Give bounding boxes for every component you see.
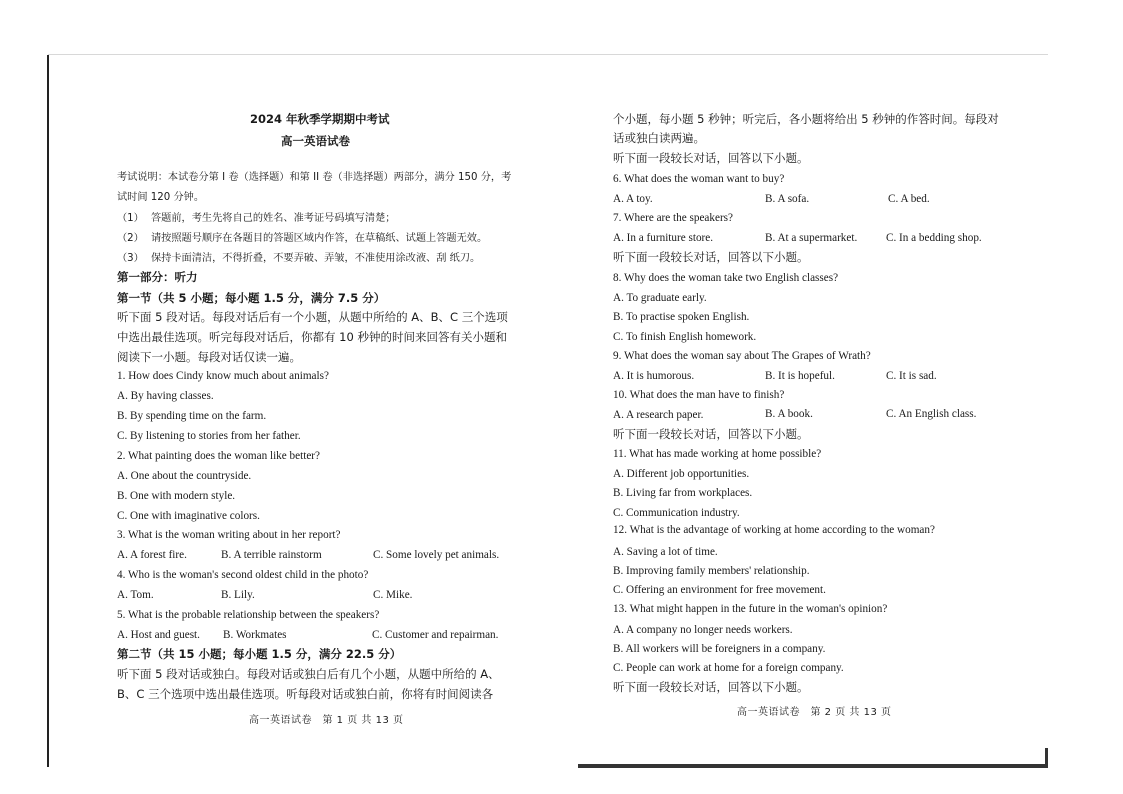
note-3-text: 保持卡面清洁，不得折叠，不要弄破、弄皱，不准使用涂改液、刮 纸刀。 [151,253,481,264]
question-9-option-b: B. It is hopeful. [765,370,835,382]
scan-edge-bottom [578,764,1048,768]
question-2: 2. What painting does the woman like better? [117,450,320,462]
question-6-option-b: B. A sofa. [765,193,810,205]
question-11: 11. What has made working at home possible? [613,448,822,460]
question-5-option-b: B. Workmates [223,629,287,641]
question-11-option-a: A. Different job opportunities. [613,468,750,480]
note-3-number: （3） [117,253,144,264]
question-1: 1. How does Cindy know much about animals? [117,370,329,382]
instructions-line-1: 考试说明：本试卷分第 I 卷（选择题）和第 II 卷（非选择题）两部分，满分 150 分，考 [117,172,512,183]
question-4-option-a: A. Tom. [117,589,154,601]
scan-edge-top [48,54,1048,55]
question-5: 5. What is the probable relationship between the speakers? [117,609,380,621]
section-2-intro-3: 个小题，每小题 5 秒钟；听完后，各小题将给出 5 秒钟的作答时间。每段对 [613,112,999,126]
part-1-heading: 第一部分：听力 [117,270,198,284]
question-7-option-b: B. At a supermarket. [765,232,858,244]
question-12: 12. What is the advantage of working at home according to the woman? [613,524,935,536]
question-1-option-c: C. By listening to stories from her father. [117,430,301,442]
question-12-option-c: C. Offering an environment for free movement. [613,584,826,596]
question-13-option-b: B. All workers will be foreigners in a company. [613,643,826,655]
question-13: 13. What might happen in the future in the woman's opinion? [613,603,888,615]
question-9: 9. What does the woman say about The Grapes of Wrath? [613,350,871,362]
question-5-option-c: C. Customer and repairman. [372,629,499,641]
question-4-option-b: B. Lily. [221,589,255,601]
section-1-intro-3: 阅读下一小题。每段对话仅读一遍。 [117,350,301,364]
question-10: 10. What does the man have to finish? [613,389,785,401]
question-9-option-c: C. It is sad. [886,370,937,382]
section-2-intro-2: B、C 三个选项中选出最佳选项。听每段对话或独白前，你将有时间阅读各 [117,687,494,701]
listen-instruction-3: 听下面一段较长对话，回答以下小题。 [613,427,809,441]
section-2-heading: 第二节（共 15 小题；每小题 1.5 分，满分 22.5 分） [117,647,402,661]
question-7-option-a: A. In a furniture store. [613,232,714,244]
question-1-option-a: A. By having classes. [117,390,214,402]
question-8-option-b: B. To practise spoken English. [613,311,750,323]
note-2-text: 请按照题号顺序在各题目的答题区域内作答，在草稿纸、试题上答题无效。 [151,233,488,244]
question-8-option-c: C. To finish English homework. [613,331,757,343]
question-6: 6. What does the woman want to buy? [613,173,785,185]
question-4: 4. Who is the woman's second oldest child in the photo? [117,569,369,581]
question-10-option-a: A. A research paper. [613,409,704,421]
question-10-option-b: B. A book. [765,408,813,420]
page-footer-2: 高一英语试卷 第 2 页 共 13 页 [737,707,892,718]
section-1-heading: 第一节（共 5 小题；每小题 1.5 分，满分 7.5 分） [117,291,386,305]
section-2-intro-4: 话或独白读两遍。 [613,131,705,145]
question-10-option-c: C. An English class. [886,408,977,420]
question-13-option-c: C. People can work at home for a foreign company. [613,662,844,674]
section-2-intro-1: 听下面 5 段对话或独白。每段对话或独白后有几个小题，从题中所给的 A、 [117,667,500,681]
note-1-number: （1） [117,213,144,224]
question-5-option-a: A. Host and guest. [117,629,200,641]
question-12-option-b: B. Improving family members' relationship. [613,565,810,577]
instructions-line-2: 试时间 120 分钟。 [117,192,205,203]
question-6-option-a: A. A toy. [613,193,653,205]
question-11-option-b: B. Living far from workplaces. [613,487,753,499]
question-1-option-b: B. By spending time on the farm. [117,410,267,422]
question-13-option-a: A. A company no longer needs workers. [613,624,793,636]
note-1-text: 答题前，考生先将自己的姓名、准考证号码填写清楚； [151,213,396,224]
note-2-number: （2） [117,233,144,244]
question-4-option-c: C. Mike. [373,589,413,601]
question-3-option-a: A. A forest fire. [117,549,187,561]
question-3: 3. What is the woman writing about in her report? [117,529,341,541]
section-1-intro-1: 听下面 5 段对话。每段对话后有一个小题，从题中所给的 A、B、C 三个选项 [117,310,508,324]
page-footer-1: 高一英语试卷 第 1 页 共 13 页 [249,715,404,726]
question-2-option-b: B. One with modern style. [117,490,236,502]
listen-instruction-2: 听下面一段较长对话，回答以下小题。 [613,250,809,264]
scan-edge-left [47,55,49,767]
question-6-option-c: C. A bed. [888,193,930,205]
question-7: 7. Where are the speakers? [613,212,733,224]
question-9-option-a: A. It is humorous. [613,370,695,382]
question-7-option-c: C. In a bedding shop. [886,232,982,244]
listen-instruction-4: 听下面一段较长对话，回答以下小题。 [613,680,809,694]
exam-title: 2024 年秋季学期期中考试 [250,112,390,126]
listen-instruction-1: 听下面一段较长对话，回答以下小题。 [613,151,809,165]
question-2-option-c: C. One with imaginative colors. [117,510,260,522]
question-8-option-a: A. To graduate early. [613,292,707,304]
question-3-option-b: B. A terrible rainstorm [221,549,322,561]
question-11-option-c: C. Communication industry. [613,507,740,519]
question-8: 8. Why does the woman take two English classes? [613,272,839,284]
scan-edge-right [1045,748,1048,768]
question-2-option-a: A. One about the countryside. [117,470,252,482]
question-3-option-c: C. Some lovely pet animals. [373,549,500,561]
question-12-option-a: A. Saving a lot of time. [613,546,718,558]
exam-subtitle: 高一英语试卷 [281,134,350,148]
section-1-intro-2: 中选出最佳选项。听完每段对话后，你都有 10 秒钟的时间来回答有关小题和 [117,330,507,344]
